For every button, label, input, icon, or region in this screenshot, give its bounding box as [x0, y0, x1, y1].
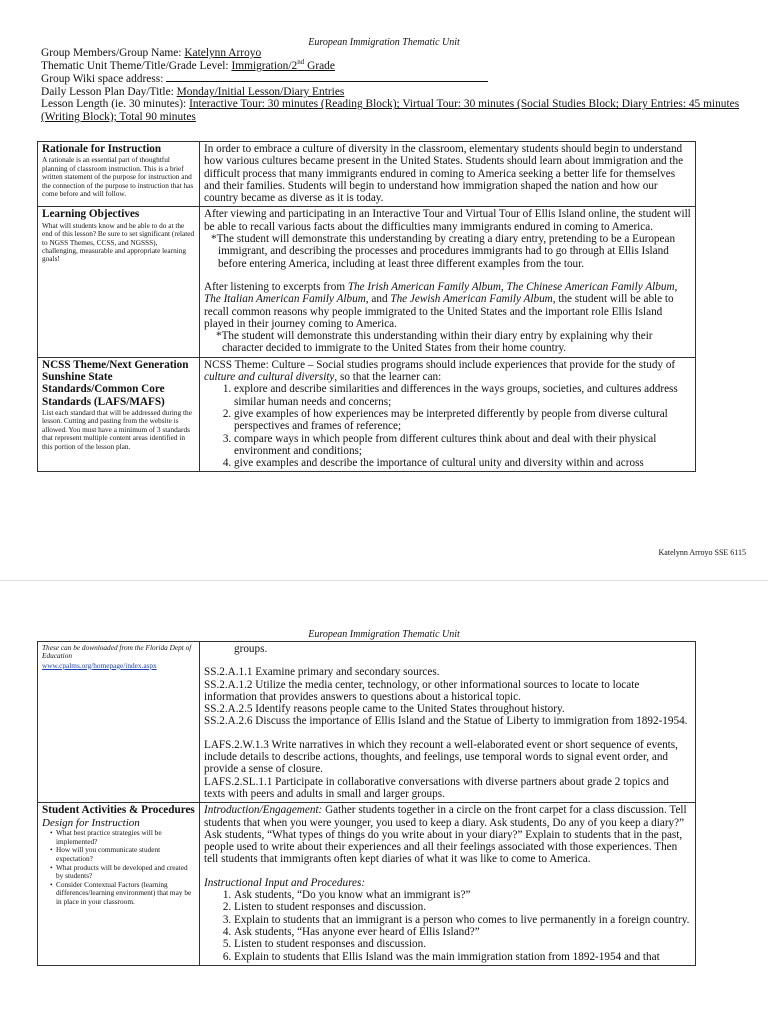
objective-1-assessment: *The student will demonstrate this understanding by creating a diary entry, pretending to be a European immigrant, and describing the processes and procedures immigrants had to go through at Ellis Island before entering America, including at least three different examples from the tour.: [211, 233, 676, 270]
standards-continued-row: [38, 642, 696, 803]
rationale-label-cell: [38, 142, 200, 207]
objectives-heading: Learning Objectives: [42, 208, 140, 221]
objective-1-text: After viewing and participating in an Interactive Tour and Virtual Tour of Ellis Island online, the student will be able to recall various facts about the difficulties many immigrants endured in coming to America.: [204, 208, 691, 233]
standards-label-cell: [38, 357, 200, 472]
list-item: 4. give examples and describe the importance of cultural unity and diversity within and across: [234, 457, 691, 469]
ss-standard: SS.2.A.2.5 Identify reasons people came to the United States throughout history.: [204, 703, 565, 716]
ss-standard: SS.2.A.1.2 Utilize the media center, technology, or other informational sources to locate to locate information that provides answers to questions about a historical topic.: [204, 678, 640, 703]
objectives-subtext: What will students know and be able to do at the end of this lesson? Be sure to set significant (related to NGSS Themes, CCSS, and NGSSS), challenging, measurable and appropriate learning goals!: [42, 220, 195, 264]
ncss-list: [204, 383, 691, 469]
list-item: 1. Ask students, “Do you know what an immigrant is?”: [234, 889, 691, 901]
rationale-body: In order to embrace a culture of diversity in the classroom, elementary students should begin to understand how various cultures became present in the United States. Students should learn about immigration and the difficult process that many immigrants endured in coming to America seeking a better life for themselves and their families. Students will begin to understand how immigration shaped the nation and how our country became as diverse as it is today.: [200, 142, 696, 207]
list-item: 3. compare ways in which people from different cultures think about and deal with their physical environment and conditions;: [234, 433, 691, 458]
instructional-input-label: Instructional Input and Procedures:: [204, 876, 366, 889]
activities-heading: Student Activities & Procedures: [42, 804, 195, 817]
group-members-value: Katelynn Arroyo: [184, 47, 262, 59]
list-item: 1. explore and describe similarities and differences in the ways groups, societies, and cultures address similar human needs and concerns;: [234, 383, 691, 408]
wiki-line: Group Wiki space address:: [41, 72, 753, 86]
list-item: 5. Listen to student responses and discussion.: [234, 938, 691, 950]
list-item: • What products will be developed and created by students?: [50, 864, 195, 881]
daily-value: Monday/Initial Lesson/Diary Entries: [176, 85, 345, 98]
lesson-plan-table-2: [37, 641, 696, 966]
procedure-steps: [204, 889, 691, 963]
lesson-plan-table-1: [37, 141, 696, 472]
standards-body: [200, 357, 696, 472]
length-line: Lesson Length (ie. 30 minutes): Interactive Tour: 30 minutes (Reading Block); Virtual Tour: 30 minutes (Social Studies Block; Diary Entries: 45 minutes (Writing Block); Total 90 minutes: [41, 98, 740, 123]
design-bullets: [42, 829, 195, 906]
objective-2-assessment: *The student will demonstrate this understanding within their diary entry by explaining why their character decided to immigrate to the United States from their home country.: [216, 330, 653, 355]
download-note: These can be downloaded from the Florida Dept of Education: [42, 643, 192, 661]
ss-standard: SS.2.A.2.6 Discuss the importance of Ellis Island and the Statue of Liberty to immigration from 1892-1954.: [204, 715, 688, 728]
cpalms-link[interactable]: www.cpalms.org/homepage/index.aspx: [42, 660, 157, 670]
list-item: 2. give examples of how experiences may be interpreted differently by people from diverse cultural perspectives and frames of reference;: [234, 408, 691, 433]
list-item: 2. Listen to student responses and discussion.: [234, 901, 691, 913]
page-footer: Katelynn Arroyo SSE 6115: [658, 548, 746, 557]
objective-2-text: After listening to excerpts from The Irish American Family Album, The Chinese American Family Album, The Italian American Family Album, and The Jewish American Family Album, the student will be able to recall common reasons why people immigrated to the United States and the important role Ellis Island played in their journey coming to America.: [204, 280, 678, 330]
daily-line: Daily Lesson Plan Day/Title: Monday/Initial Lesson/Diary Entries: [41, 85, 345, 98]
list-item: 6. Explain to students that Ellis Island was the main immigration station from 1892-1954 and that: [234, 951, 691, 963]
list-item: • Consider Contextual Factors (learning differences/learning environment) that may be in place in your classroom.: [50, 881, 195, 907]
list-item: 3. Explain to students that an immigrant is a person who comes to live permanently in a foreign country.: [234, 914, 691, 926]
wiki-blank-line: [166, 72, 488, 82]
list-item: 4. Ask students, “Has anyone ever heard of Ellis Island?”: [234, 926, 691, 938]
standards-heading: NCSS Theme/Next Generation Sunshine State Standards/Common Core Standards (LAFS/MAFS): [42, 358, 189, 408]
length-value: Interactive Tour: 30 minutes (Reading Block); Virtual Tour: 30 minutes (Social Studies Block; Diary Entries: 45 minutes (Writing Block); Total 90 minutes: [41, 98, 740, 123]
activities-label-cell: [38, 803, 200, 966]
group-members-line: Group Members/Group Name: Katelynn Arroyo: [41, 47, 262, 59]
standards-continued-body: [200, 642, 696, 803]
theme-line: Thematic Unit Theme/Title/Grade Level: Immigration/2nd Grade: [41, 57, 335, 72]
introduction-text: Introduction/Engagement: Gather students together in a circle on the front carpet for a class discussion. Tell students that when you were younger, you used to keep a diary. Ask students, Do any of you keep a diary?” Ask students, “What types of things do you write about in your diary?” Explain to students that in the past, people used to write about their experiences and all their feelings associated with those experiences. Then tell students that immigrants often kept diaries of what it was like to come to America.: [204, 804, 687, 866]
standards-row: [38, 357, 696, 472]
standards-subtext: List each standard that will be addressed during the lesson. Cutting and pasting from the website is allowed. You must have a minimum of 3 standards that represent multiple content areas identified in this portion of the lesson plan.: [42, 407, 192, 451]
objectives-label-cell: [38, 207, 200, 357]
list-item: • What best practice strategies will be implemented?: [50, 829, 195, 846]
lafs-standard: LAFS.2.W.1.3 Write narratives in which they recount a well-elaborated event or short sequence of events, include details to describe actions, thoughts, and feelings, use temporal words to signal event order, and provide a sense of closure.: [204, 738, 678, 776]
list-item: • How will you communicate student expectation?: [50, 846, 195, 863]
page-header-title: European Immigration Thematic Unit: [308, 37, 460, 48]
ncss-intro: NCSS Theme: Culture – Social studies programs should include experiences that provide for the study of culture and cultural diversity, so that the learner can:: [204, 358, 676, 384]
design-heading: Design for Instruction: [42, 816, 140, 829]
activities-row: [38, 803, 696, 966]
rationale-row: [38, 142, 696, 207]
standards-note-cell: [38, 642, 200, 803]
rationale-heading: Rationale for Instruction: [42, 143, 162, 155]
theme-value: Immigration/2nd Grade: [231, 57, 335, 72]
lesson-meta: [41, 47, 753, 124]
page-2: [0, 580, 768, 1025]
page-2-header-title: European Immigration Thematic Unit: [308, 629, 460, 640]
activities-body: [200, 803, 696, 966]
ncss-continued: groups.: [234, 643, 268, 655]
objectives-body: [200, 207, 696, 357]
ss-standard: SS.2.A.1.1 Examine primary and secondary sources.: [204, 666, 440, 679]
rationale-subtext: A rationale is an essential part of thoughtful planning of classroom instruction. This is a brief written statement of the purpose for instruction and the connection of the purpose to instruction that has come before and will follow.: [42, 155, 194, 198]
objectives-row: [38, 207, 696, 357]
lafs-standard: LAFS.2.SL.1.1 Participate in collaborative conversations with diverse partners about grade 2 topics and texts with peers and adults in small and larger groups.: [204, 775, 669, 800]
